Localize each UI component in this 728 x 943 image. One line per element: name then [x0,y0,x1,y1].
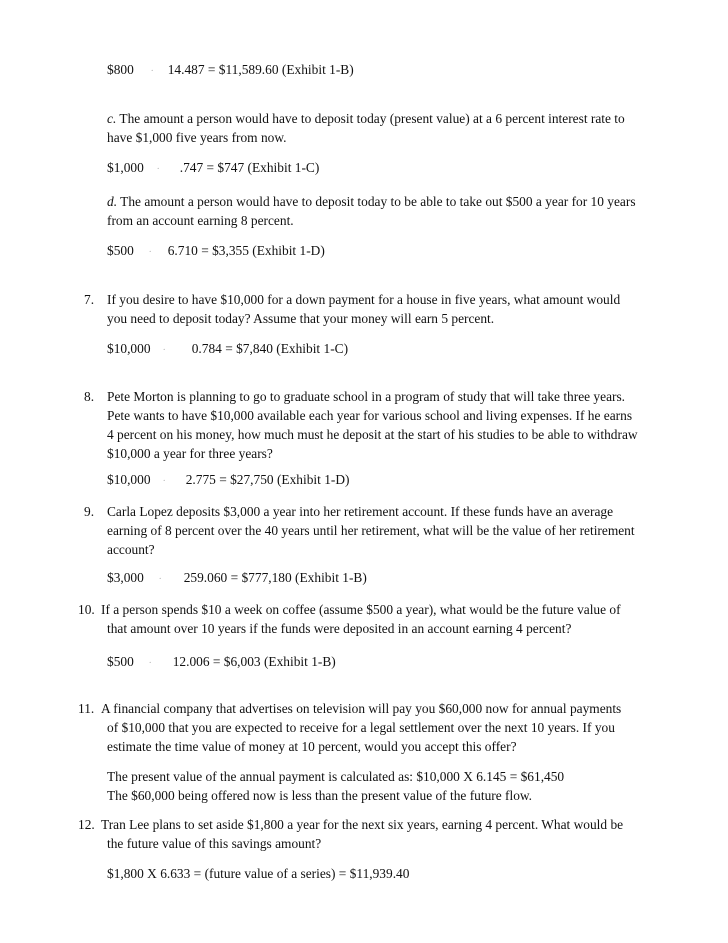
multiply-sign: · [156,163,161,175]
question-12-line-2: the future value of this savings amount? [107,836,322,851]
question-11-line-3: estimate the time value of money at 10 percent, would you accept this offer? [107,739,517,754]
calc-8 [107,470,349,491]
part-text: The amount a person would have to deposit today (present value) at a 6 percent interest rate to [116,111,625,126]
calc-7 [107,339,348,360]
question-11-line-1: A financial company that advertises on television will pay you $60,000 now for annual payments [101,701,622,716]
calc-amount: $3,000 [107,570,144,585]
question-12-number: 12. [78,817,95,832]
calc-b [107,60,354,81]
part-c-line-1 [107,109,625,129]
calc-amount: $500 [107,243,134,258]
question-11-answer-2: The $60,000 being offered now is less than the present value of the future flow. [107,788,533,803]
question-8-line-2: Pete wants to have $10,000 available each year for various school and living expenses. If he earns [107,408,633,423]
question-11-line-2: of $10,000 that you are expected to receive for a legal settlement over the next 10 years. If you [107,720,615,735]
calc-result: 14.487 = $11,589.60 (Exhibit 1-B) [167,62,354,77]
calc-amount: $10,000 [107,341,151,356]
question-11-number: 11. [78,701,95,716]
question-10-line-2: that amount over 10 years if the funds were deposited in an account earning 4 percent? [107,621,572,636]
calc-result: 259.060 = $777,180 (Exhibit 1-B) [183,570,367,585]
multiply-sign: · [162,475,167,487]
part-text: The amount a person would have to deposit today to be able to take out $500 a year for 10 years [117,194,636,209]
calc-c [107,158,319,179]
part-letter: d. [107,194,118,209]
question-8-line-4: $10,000 a year for three years? [107,446,273,461]
question-8-line-1: Pete Morton is planning to go to graduate school in a program of study that will take three years. [107,389,626,404]
question-12-line-1: Tran Lee plans to set aside $1,800 a year for the next six years, earning 4 percent. What would be [101,817,624,832]
question-9-line-3: account? [107,542,155,557]
question-7-line-1: If you desire to have $10,000 for a down payment for a house in five years, what amount would [107,292,621,307]
calc-result: 0.784 = $7,840 (Exhibit 1-C) [191,341,349,356]
question-8-number: 8. [84,389,95,404]
calc-result: .747 = $747 (Exhibit 1-C) [179,160,320,175]
calc-amount: $10,000 [107,472,151,487]
question-9-line-2: earning of 8 percent over the 40 years until her retirement, what will be the value of her retirement [107,523,635,538]
part-c-line-2: have $1,000 five years from now. [107,130,287,145]
calc-result: 12.006 = $6,003 (Exhibit 1-B) [172,654,336,669]
question-8-line-3: 4 percent on his money, how much must he deposit at the start of his studies to be able to withdraw [107,427,638,442]
part-d-line-1 [107,192,636,212]
multiply-sign: · [158,573,163,585]
calc-10 [107,652,336,673]
calc-d [107,241,325,262]
question-10-number: 10. [78,602,95,617]
calc-amount: $800 [107,62,134,77]
calc-result: 2.775 = $27,750 (Exhibit 1-D) [185,472,350,487]
question-9-line-1: Carla Lopez deposits $3,000 a year into her retirement account. If these funds have an average [107,504,614,519]
question-9-number: 9. [84,504,95,519]
question-10-line-1: If a person spends $10 a week on coffee (assume $500 a year), what would be the future value of [101,602,621,617]
question-7-line-2: you need to deposit today? Assume that your money will earn 5 percent. [107,311,495,326]
calc-result: 6.710 = $3,355 (Exhibit 1-D) [167,243,325,258]
question-7-number: 7. [84,292,95,307]
part-letter: c. [107,111,117,126]
multiply-sign: · [162,344,167,356]
question-12-answer: $1,800 X 6.633 = (future value of a series) = $11,939.40 [107,866,410,881]
multiply-sign: · [148,657,153,669]
calc-9 [107,568,367,589]
part-d-line-2: from an account earning 8 percent. [107,213,294,228]
calc-amount: $1,000 [107,160,144,175]
multiply-sign: · [148,246,153,258]
question-11-answer-1: The present value of the annual payment is calculated as: $10,000 X 6.145 = $61,450 [107,769,565,784]
multiply-sign: · [150,65,155,77]
calc-amount: $500 [107,654,134,669]
